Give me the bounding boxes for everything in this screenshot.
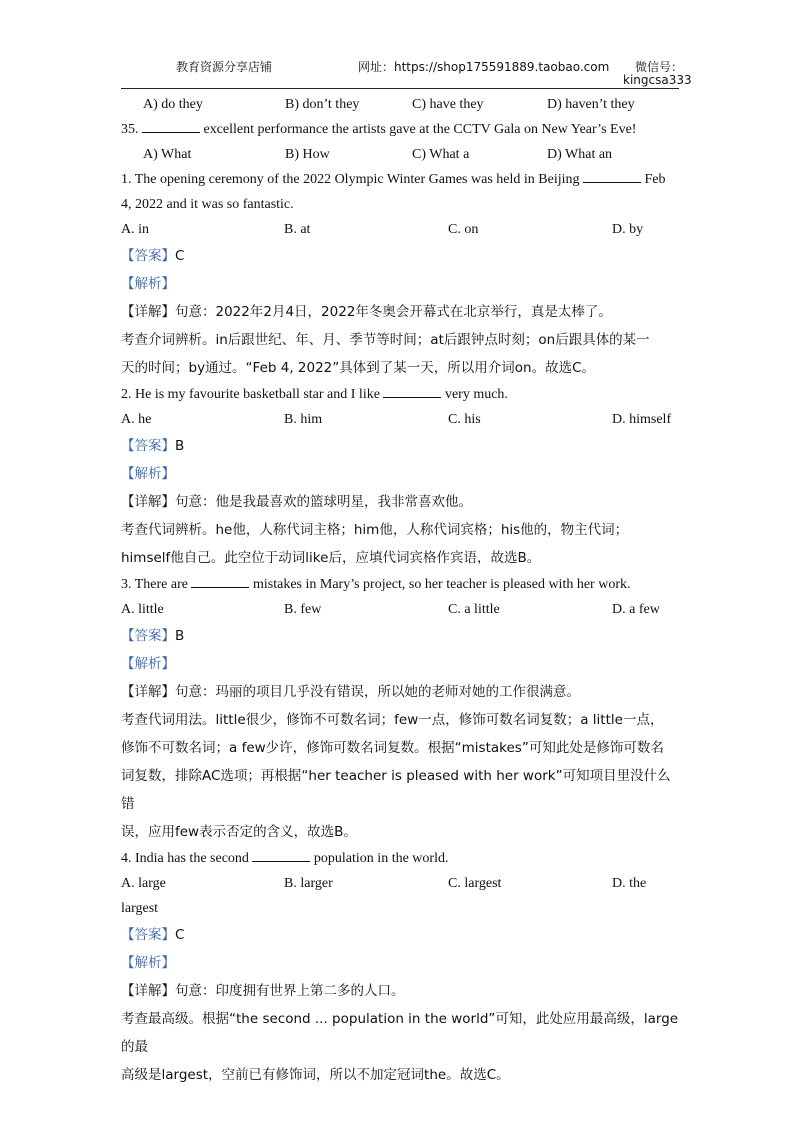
option: C. largest — [448, 876, 502, 891]
option: B. larger — [284, 876, 333, 891]
option: C) What a — [412, 147, 470, 162]
detail-text: 句意：2022年2月4日，2022年冬奥会开幕式在北京举行，真是太棒了。 — [175, 304, 612, 320]
option: A. he — [121, 412, 152, 427]
analysis-line — [121, 270, 681, 298]
option: A. little — [121, 602, 164, 617]
question-text: mistakes in Mary’s project, so her teacher is pleased with her work. — [249, 577, 631, 592]
detail-tag: 【详解】 — [121, 494, 175, 510]
answer-line — [121, 242, 681, 270]
explanation-line: 修饰不可数名词；a few少许，修饰可数名词复数。根据“mistakes”可知此处是修饰可数名 — [121, 740, 664, 756]
option: A) do they — [143, 97, 203, 112]
detail-line — [121, 488, 681, 516]
explanation-line: 误，应用few表示否定的含义，故选B。 — [121, 824, 357, 840]
option: D. a few — [612, 602, 660, 617]
answer-line — [121, 432, 681, 460]
answer-tag: 【答案】 — [121, 248, 175, 264]
option: D) What an — [547, 147, 613, 162]
question-text: population in the world. — [310, 851, 449, 866]
answer-blank — [583, 169, 641, 183]
analysis-line — [121, 949, 681, 977]
answer-tag: 【答案】 — [121, 628, 175, 644]
detail-line — [121, 678, 681, 706]
question-number: 35. — [121, 122, 142, 137]
answer-line — [121, 921, 681, 949]
detail-text: 句意：玛丽的项目几乎没有错误，所以她的老师对她的工作很满意。 — [175, 684, 580, 700]
answer-value: C — [175, 248, 185, 264]
analysis-tag: 【解析】 — [121, 656, 175, 672]
detail-tag: 【详解】 — [121, 684, 175, 700]
question-text: 2. He is my favourite basketball star and I like — [121, 387, 384, 402]
detail-tag: 【详解】 — [121, 983, 175, 999]
question-text: 1. The opening ceremony of the 2022 Olympic Winter Games was held in Beijing — [121, 172, 583, 187]
option: C. a little — [448, 602, 500, 617]
page-header — [0, 0, 800, 90]
explanation-line: 高级是largest，空前已有修饰词，所以不加定冠词the。故选C。 — [121, 1067, 510, 1083]
explanation-line: 考查代词辨析。he他，人称代词主格；him他，人称代词宾格；his他的，物主代词； — [121, 522, 629, 538]
answer-line — [121, 622, 681, 650]
answer-blank — [191, 574, 249, 588]
detail-tag: 【详解】 — [121, 304, 175, 320]
question-4-options — [121, 871, 681, 896]
detail-line — [121, 298, 681, 326]
answer-value: B — [175, 628, 185, 644]
option: B) How — [285, 147, 330, 162]
question-text: 4. India has the second — [121, 851, 253, 866]
wechat-label: 微信号： — [635, 60, 684, 74]
option: B) don’t they — [285, 97, 360, 112]
wechat-id: kingcsa333 — [623, 73, 692, 87]
analysis-tag: 【解析】 — [121, 955, 175, 971]
analysis-line — [121, 460, 681, 488]
option: D. himself — [612, 412, 672, 427]
option: C. his — [448, 412, 481, 427]
answer-value: B — [175, 438, 185, 454]
question-2-line1 — [121, 382, 681, 407]
question-1-line2: 4, 2022 and it was so fantastic. — [121, 197, 294, 212]
analysis-line — [121, 650, 681, 678]
option: D. the — [612, 876, 647, 891]
analysis-tag: 【解析】 — [121, 276, 175, 292]
q35-options — [121, 142, 681, 167]
option: B. few — [284, 602, 322, 617]
question-text: 3. There are — [121, 577, 192, 592]
question-text: excellent performance the artists gave at the CCTV Gala on New Year’s Eve! — [200, 122, 637, 137]
question-3-line1 — [121, 572, 681, 597]
answer-tag: 【答案】 — [121, 438, 175, 454]
explanation-line: 考查介词辨析。in后跟世纪、年、月、季节等时间；at后跟钟点时刻；on后跟具体的某一 — [121, 332, 650, 348]
question-1-line1 — [121, 167, 681, 192]
option: A) What — [143, 147, 192, 162]
q34-options — [121, 92, 681, 117]
question-3-options — [121, 597, 681, 622]
question-35 — [121, 117, 681, 142]
option: B. him — [284, 412, 323, 427]
detail-text: 句意：印度拥有世界上第二多的人口。 — [175, 983, 405, 999]
document-body — [121, 92, 681, 1089]
answer-tag: 【答案】 — [121, 927, 175, 943]
explanation-line: 词复数，排除AC选项；再根据“her teacher is pleased with her work”可知项目里没什么错 — [121, 768, 671, 812]
option-wrap: largest — [121, 901, 159, 916]
shop-name: 教育资源分享店铺 — [176, 60, 273, 74]
answer-value: C — [175, 927, 185, 943]
option: D) haven’t they — [547, 97, 635, 112]
option: A. in — [121, 222, 149, 237]
question-2-options — [121, 407, 681, 432]
answer-blank — [142, 119, 200, 133]
question-text: Feb — [641, 172, 666, 187]
option: A. large — [121, 876, 166, 891]
detail-line — [121, 977, 681, 1005]
explanation-line: 考查最高级。根据“the second ... population in the world”可知，此处应用最高级，large的最 — [121, 1011, 679, 1055]
option: C) have they — [412, 97, 484, 112]
shop-url: 网址：https://shop175591889.taobao.com — [358, 60, 610, 74]
option: B. at — [284, 222, 311, 237]
answer-blank — [252, 848, 310, 862]
option: C. on — [448, 222, 479, 237]
question-4-line1 — [121, 846, 681, 871]
analysis-tag: 【解析】 — [121, 466, 175, 482]
explanation-line: 考查代词用法。little很少，修饰不可数名词；few一点，修饰可数名词复数；a little一点， — [121, 712, 664, 728]
question-text: very much. — [441, 387, 508, 402]
explanation-line: himself他自己。此空位于动词like后，应填代词宾格作宾语，故选B。 — [121, 550, 541, 566]
detail-text: 句意：他是我最喜欢的篮球明星，我非常喜欢他。 — [175, 494, 472, 510]
explanation-line: 天的时间；by通过。“Feb 4, 2022”具体到了某一天，所以用介词on。故选C。 — [121, 360, 596, 376]
answer-blank — [383, 384, 441, 398]
option: D. by — [612, 222, 644, 237]
question-1-options — [121, 217, 681, 242]
header-divider — [121, 88, 679, 89]
